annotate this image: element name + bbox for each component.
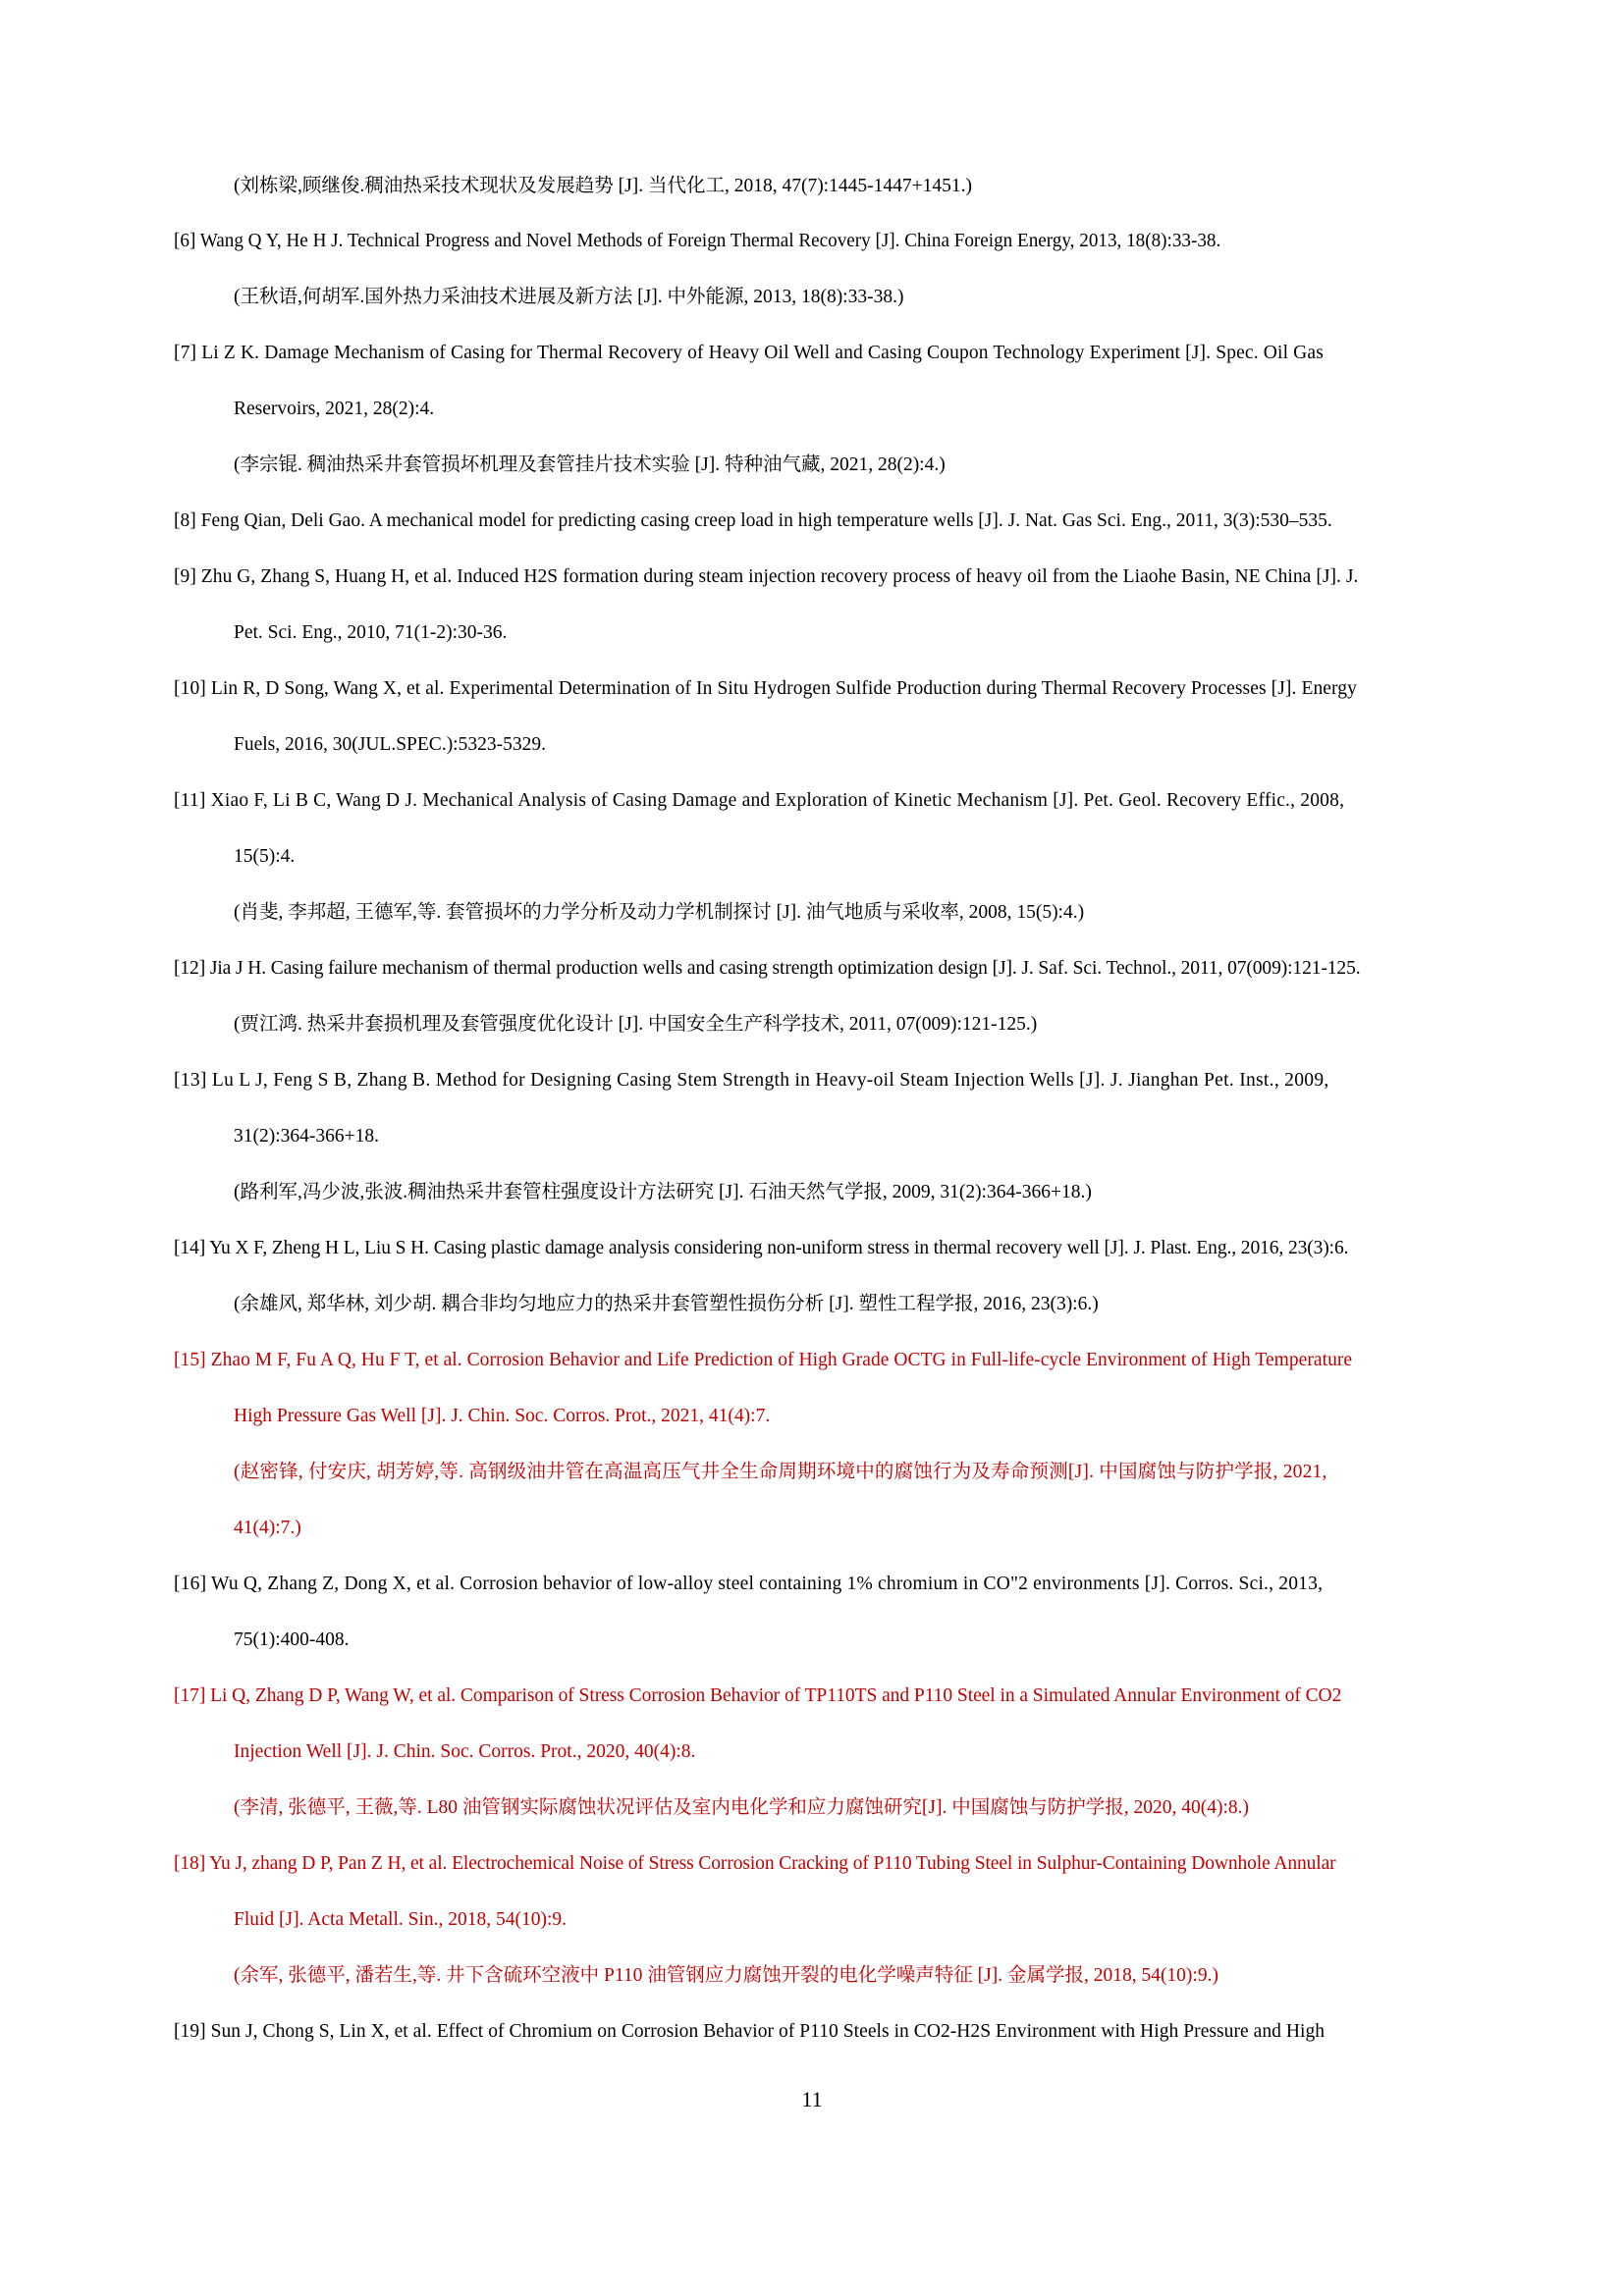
page-number: 11 (801, 2087, 823, 2111)
reference-line: [9] Zhu G, Zhang S, Huang H, et al. Induced H2S formation during steam injection recovery process of heavy oil from the Liaohe Basin, NE China [J]. J. (174, 566, 1359, 587)
reference-translation-line: (贾江鸿. 热采井套损机理及套管强度优化设计 [J]. 中国安全生产科学技术, 2011, 07(009):121-125.) (234, 1014, 1038, 1035)
reference-translation-line: (李宗锟. 稠油热采井套管损坏机理及套管挂片技术实验 [J]. 特种油气藏, 2021, 28(2):4.) (234, 454, 946, 475)
reference-translation-line-highlighted: (赵密锋, 付安庆, 胡芳婷,等. 高钢级油井管在高温高压气井全生命周期环境中的腐蚀行为及寿命预测[J]. 中国腐蚀与防护学报, 2021, (234, 1462, 1327, 1482)
reference-line: [10] Lin R, D Song, Wang X, et al. Experimental Determination of In Situ Hydrogen Sulfide Production during Thermal Recovery Processes [J]. Energy (174, 678, 1358, 699)
reference-line: [13] Lu L J, Feng S B, Zhang B. Method for Designing Casing Stem Strength in Heavy-oil Steam Injection Wells [J]. J. Jianghan Pet. Inst., 2009, (174, 1070, 1329, 1091)
reference-line: [12] Jia J H. Casing failure mechanism of thermal production wells and casing strength optimization design [J]. J. Saf. Sci. Technol., 2011, 07(009):121-125. (174, 958, 1361, 979)
reference-translation-line: (余雄风, 郑华林, 刘少胡. 耦合非均匀地应力的热采井套管塑性损伤分析 [J]. 塑性工程学报, 2016, 23(3):6.) (234, 1294, 1099, 1314)
reference-translation-line: (肖斐, 李邦超, 王德军,等. 套管损坏的力学分析及动力学机制探讨 [J]. 油气地质与采收率, 2008, 15(5):4.) (234, 902, 1085, 923)
reference-translation-line: (王秋语,何胡军.国外热力采油技术进展及新方法 [J]. 中外能源, 2013, 18(8):33-38.) (234, 287, 904, 307)
reference-line (174, 228, 1453, 255)
reference-continuation-line-highlighted: High Pressure Gas Well [J]. J. Chin. Soc. Corros. Prot., 2021, 41(4):7. (234, 1406, 771, 1426)
reference-translation-line: (刘栋梁,顾继俊.稠油热采技术现状及发展趋势 [J]. 当代化工, 2018, 47(7):1445-1447+1451.) (234, 176, 972, 196)
reference-translation-line-highlighted: (余军, 张德平, 潘若生,等. 井下含硫环空液中 P110 油管钢应力腐蚀开裂的电化学噪声特征 [J]. 金属学报, 2018, 54(10):9.) (234, 1965, 1218, 1986)
reference-continuation-line: 15(5):4. (234, 846, 296, 867)
reference-line: [11] Xiao F, Li B C, Wang D J. Mechanical Analysis of Casing Damage and Exploration of Kinetic Mechanism [J]. Pet. Geol. Recovery Effic., 2008, (174, 790, 1345, 811)
reference-line: [14] Yu X F, Zheng H L, Liu S H. Casing plastic damage analysis considering non-uniform stress in thermal recovery well [J]. J. Plast. Eng., 2016, 23(3):6. (174, 1238, 1349, 1258)
reference-continuation-line: 75(1):400-408. (234, 1629, 350, 1650)
reference-translation-line: (路利军,冯少波,张波.稠油热采井套管柱强度设计方法研究 [J]. 石油天然气学报, 2009, 31(2):364-366+18.) (234, 1182, 1092, 1202)
reference-line-highlighted: [15] Zhao M F, Fu A Q, Hu F T, et al. Corrosion Behavior and Life Prediction of High Grade OCTG in Full-life-cycle Environment of High Temperature (174, 1350, 1353, 1370)
reference-continuation-line-highlighted: Fluid [J]. Acta Metall. Sin., 2018, 54(10):9. (234, 1909, 568, 1930)
reference-translation-line-highlighted: (李清, 张德平, 王薇,等. L80 油管钢实际腐蚀状况评估及室内电化学和应力腐蚀研究[J]. 中国腐蚀与防护学报, 2020, 40(4):8.) (234, 1797, 1250, 1818)
reference-line: [19] Sun J, Chong S, Lin X, et al. Effect of Chromium on Corrosion Behavior of P110 Steels in CO2-H2S Environment with High Pressure and High (174, 2021, 1326, 2042)
reference-text: [6] Wang Q Y, He H J. Technical Progress and Novel Methods of Foreign Thermal Recovery [J]. China Foreign Energy, 2013, 18(8):33-38. (174, 231, 1221, 251)
reference-line: [16] Wu Q, Zhang Z, Dong X, et al. Corrosion behavior of low-alloy steel containing 1% chromium in CO"2 environments [J]. Corros. Sci., 2013, (174, 1574, 1324, 1594)
reference-continuation-line: 31(2):364-366+18. (234, 1126, 380, 1147)
reference-continuation-line: Fuels, 2016, 30(JUL.SPEC.):5323-5329. (234, 734, 546, 755)
reference-line-highlighted: [18] Yu J, zhang D P, Pan Z H, et al. Electrochemical Noise of Stress Corrosion Cracking of P110 Tubing Steel in Sulphur-Containing Downhole Annular (174, 1853, 1336, 1874)
reference-line: [7] Li Z K. Damage Mechanism of Casing for Thermal Recovery of Heavy Oil Well and Casing Coupon Technology Experiment [J]. Spec. Oil Gas (174, 343, 1324, 363)
reference-line: [8] Feng Qian, Deli Gao. A mechanical model for predicting casing creep load in high temperature wells [J]. J. Nat. Gas Sci. Eng., 2011, 3(3):530–535. (174, 510, 1332, 531)
reference-continuation-line-highlighted: Injection Well [J]. J. Chin. Soc. Corros. Prot., 2020, 40(4):8. (234, 1741, 696, 1762)
reference-continuation-line: Reservoirs, 2021, 28(2):4. (234, 399, 435, 419)
reference-continuation-line-highlighted: 41(4):7.) (234, 1518, 301, 1538)
reference-line-highlighted: [17] Li Q, Zhang D P, Wang W, et al. Comparison of Stress Corrosion Behavior of TP110TS and P110 Steel in a Simulated Annular Environment of CO2 (174, 1685, 1342, 1706)
reference-continuation-line: Pet. Sci. Eng., 2010, 71(1-2):30-36. (234, 622, 508, 643)
